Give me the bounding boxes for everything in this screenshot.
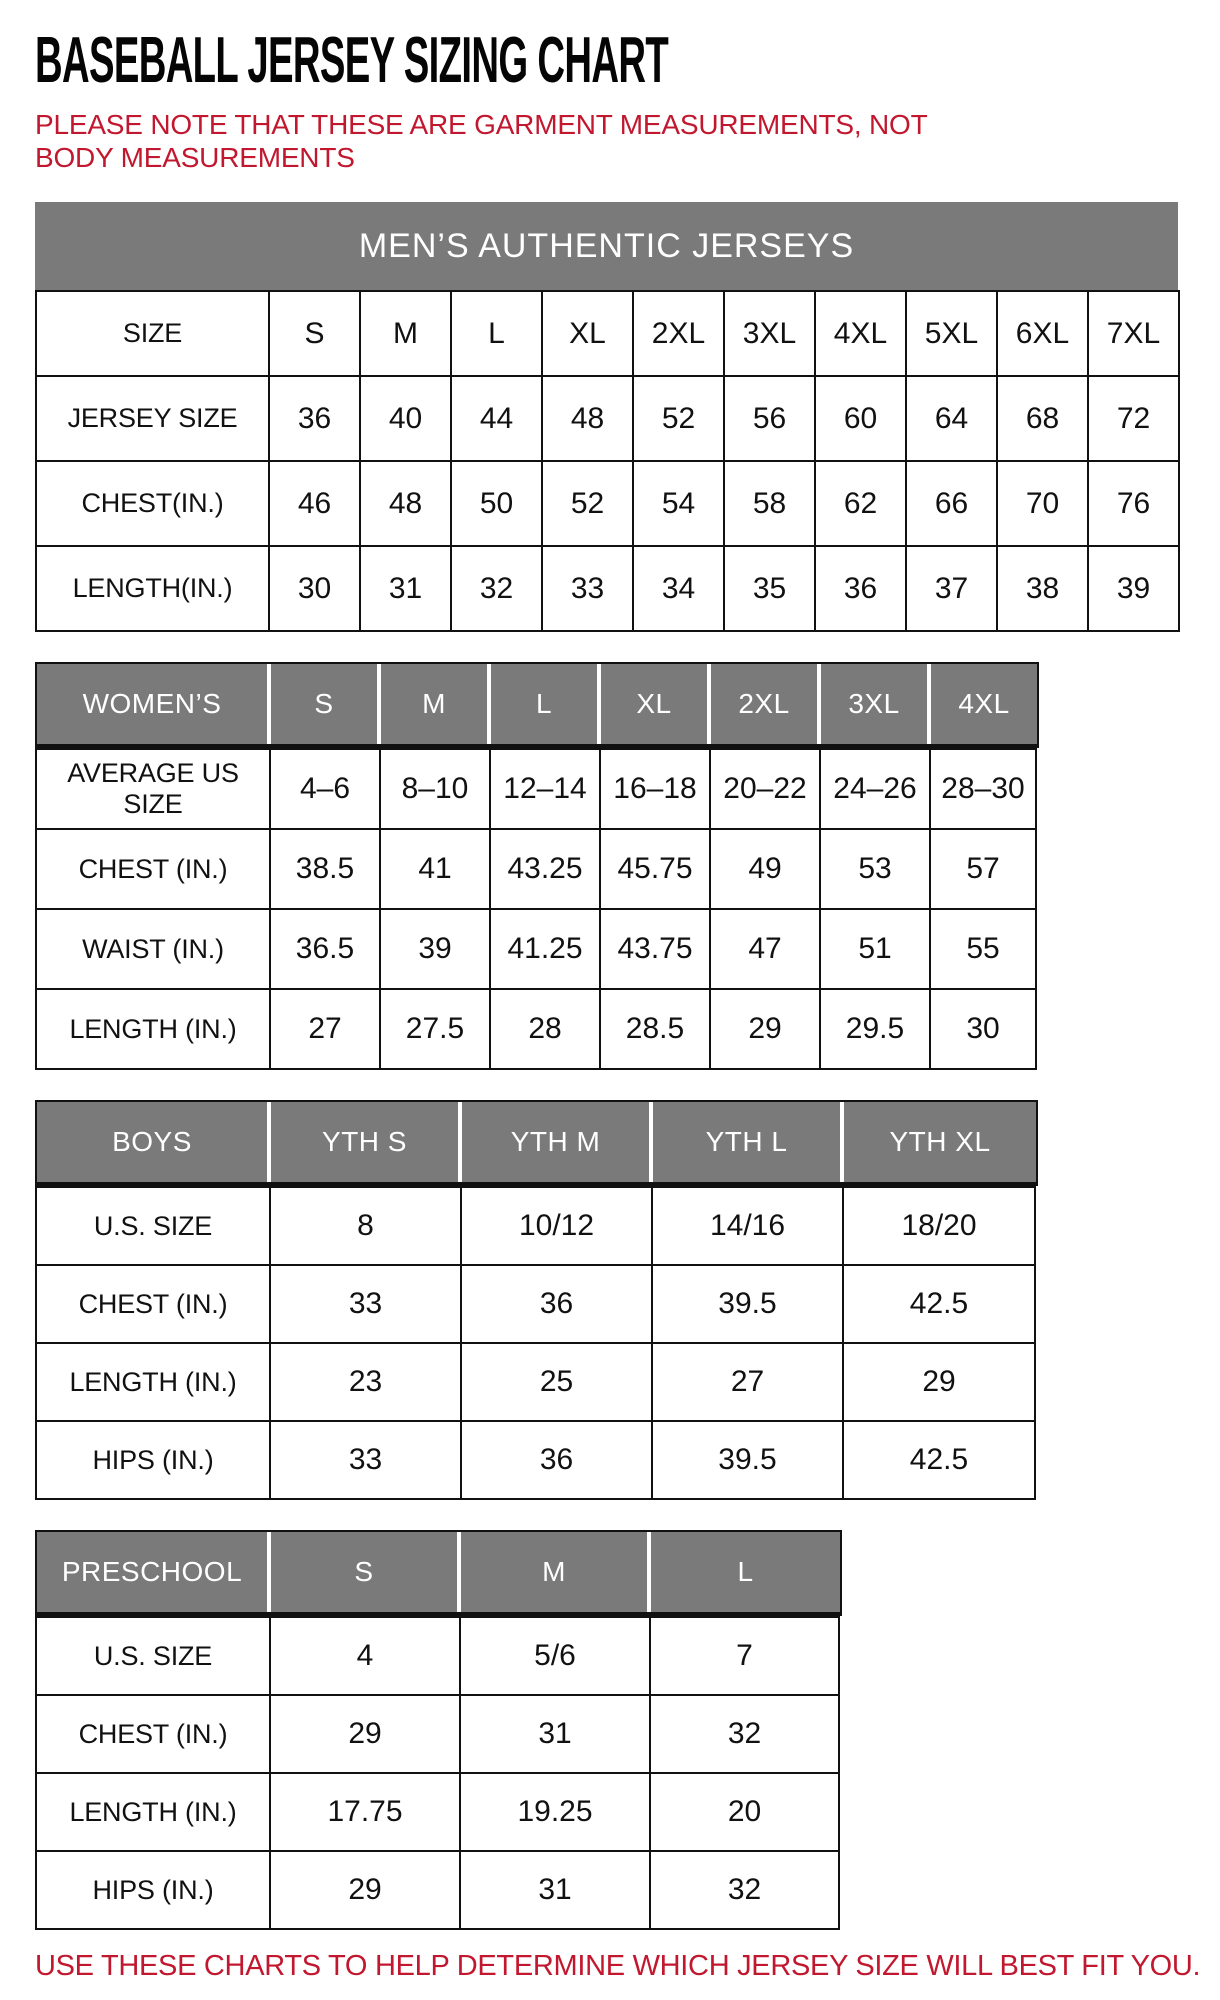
mens-value-cell: S [269, 291, 360, 376]
boys-row-label: LENGTH (IN.) [36, 1343, 270, 1421]
womens-value-cell: 24–26 [820, 749, 930, 829]
mens-value-cell: 4XL [815, 291, 906, 376]
womens-header-size-cell: S [271, 664, 381, 744]
boys-value-cell: 36 [461, 1265, 652, 1343]
womens-value-cell: 12–14 [490, 749, 600, 829]
womens-table-grid [35, 662, 1185, 1070]
boys-value-cell: 33 [270, 1421, 461, 1499]
preschool-row-label: CHEST (IN.) [36, 1695, 270, 1773]
boys-row-label: U.S. SIZE [36, 1187, 270, 1265]
boys-value-cell: 10/12 [461, 1187, 652, 1265]
womens-value-cell: 20–22 [710, 749, 820, 829]
mens-value-cell: 5XL [906, 291, 997, 376]
mens-value-cell: 36 [269, 376, 360, 461]
mens-value-cell: 40 [360, 376, 451, 461]
womens-row [36, 829, 1036, 909]
boys-table-grid [35, 1100, 1185, 1500]
mens-value-cell: 30 [269, 546, 360, 631]
preschool-row [36, 1773, 839, 1851]
preschool-row [36, 1617, 839, 1695]
mens-body-table [35, 290, 1180, 632]
womens-value-cell: 28.5 [600, 989, 710, 1069]
womens-row [36, 909, 1036, 989]
mens-value-cell: 72 [1088, 376, 1179, 461]
mens-row [36, 461, 1179, 546]
preschool-header-label-cell: PRESCHOOL [37, 1532, 271, 1612]
mens-value-cell: 70 [997, 461, 1088, 546]
preschool-row-label: U.S. SIZE [36, 1617, 270, 1695]
mens-value-cell: 52 [542, 461, 633, 546]
preschool-value-cell: 29 [270, 1695, 460, 1773]
preschool-header-size-cell: L [651, 1532, 840, 1612]
boys-row-label: CHEST (IN.) [36, 1265, 270, 1343]
boys-header-size-cell: YTH L [653, 1102, 844, 1182]
boys-value-cell: 36 [461, 1421, 652, 1499]
mens-value-cell: 37 [906, 546, 997, 631]
womens-value-cell: 4–6 [270, 749, 380, 829]
mens-value-cell: 36 [815, 546, 906, 631]
womens-value-cell: 38.5 [270, 829, 380, 909]
mens-value-cell: 52 [633, 376, 724, 461]
mens-value-cell: 33 [542, 546, 633, 631]
boys-value-cell: 14/16 [652, 1187, 843, 1265]
womens-value-cell: 27 [270, 989, 380, 1069]
womens-value-cell: 39 [380, 909, 490, 989]
preschool-value-cell: 5/6 [460, 1617, 650, 1695]
womens-body-table [35, 748, 1037, 1070]
mens-authentic-jerseys-table [35, 202, 1185, 632]
mens-value-cell: 68 [997, 376, 1088, 461]
mens-value-cell: 7XL [1088, 291, 1179, 376]
preschool-row-label: LENGTH (IN.) [36, 1773, 270, 1851]
boys-value-cell: 42.5 [843, 1265, 1035, 1343]
womens-row [36, 749, 1036, 829]
boys-header-size-cell: YTH S [271, 1102, 462, 1182]
womens-value-cell: 53 [820, 829, 930, 909]
womens-header-size-cell: XL [601, 664, 711, 744]
preschool-value-cell: 7 [650, 1617, 839, 1695]
mens-value-cell: 60 [815, 376, 906, 461]
boys-value-cell: 39.5 [652, 1265, 843, 1343]
mens-value-cell: M [360, 291, 451, 376]
womens-value-cell: 29 [710, 989, 820, 1069]
preschool-value-cell: 4 [270, 1617, 460, 1695]
preschool-value-cell: 17.75 [270, 1773, 460, 1851]
preschool-value-cell: 19.25 [460, 1773, 650, 1851]
mens-value-cell: 6XL [997, 291, 1088, 376]
boys-value-cell: 42.5 [843, 1421, 1035, 1499]
womens-value-cell: 28 [490, 989, 600, 1069]
mens-row-label: CHEST(IN.) [36, 461, 269, 546]
womens-value-cell: 41 [380, 829, 490, 909]
womens-header-size-cell: M [381, 664, 491, 744]
preschool-table [35, 1530, 1185, 1930]
boys-value-cell: 8 [270, 1187, 461, 1265]
mens-value-cell: 31 [360, 546, 451, 631]
womens-header-size-cell: 3XL [821, 664, 931, 744]
preschool-value-cell: 20 [650, 1773, 839, 1851]
womens-row [36, 989, 1036, 1069]
womens-value-cell: 43.25 [490, 829, 600, 909]
boys-header-label-cell: BOYS [37, 1102, 271, 1182]
mens-value-cell: 2XL [633, 291, 724, 376]
mens-value-cell: 39 [1088, 546, 1179, 631]
preschool-table-grid [35, 1530, 1185, 1930]
page-title-text: BASEBALL JERSEY SIZING CHART [35, 23, 669, 97]
mens-value-cell: 32 [451, 546, 542, 631]
preschool-value-cell: 32 [650, 1851, 839, 1929]
mens-value-cell: 56 [724, 376, 815, 461]
womens-value-cell: 49 [710, 829, 820, 909]
boys-value-cell: 23 [270, 1343, 461, 1421]
womens-value-cell: 45.75 [600, 829, 710, 909]
boys-value-cell: 25 [461, 1343, 652, 1421]
womens-row-label: AVERAGE US SIZE [36, 749, 270, 829]
mens-row-label: LENGTH(IN.) [36, 546, 269, 631]
mens-row [36, 546, 1179, 631]
boys-row [36, 1421, 1035, 1499]
mens-value-cell: 38 [997, 546, 1088, 631]
womens-value-cell: 41.25 [490, 909, 600, 989]
mens-value-cell: 3XL [724, 291, 815, 376]
preschool-header-row [35, 1530, 842, 1616]
womens-value-cell: 28–30 [930, 749, 1036, 829]
womens-header-label-cell: WOMEN’S [37, 664, 271, 744]
preschool-value-cell: 31 [460, 1851, 650, 1929]
boys-header-size-cell: YTH XL [844, 1102, 1036, 1182]
mens-value-cell: 62 [815, 461, 906, 546]
womens-value-cell: 27.5 [380, 989, 490, 1069]
boys-value-cell: 29 [843, 1343, 1035, 1421]
preschool-row [36, 1695, 839, 1773]
mens-row [36, 376, 1179, 461]
boys-value-cell: 33 [270, 1265, 461, 1343]
mens-value-cell: 48 [360, 461, 451, 546]
garment-measurements-note: PLEASE NOTE THAT THESE ARE GARMENT MEASUREMENTS, NOT BODY MEASUREMENTS [35, 109, 928, 173]
boys-value-cell: 18/20 [843, 1187, 1035, 1265]
mens-row [36, 291, 1179, 376]
mens-value-cell: L [451, 291, 542, 376]
preschool-value-cell: 29 [270, 1851, 460, 1929]
mens-value-cell: 44 [451, 376, 542, 461]
preschool-header-size-cell: S [271, 1532, 461, 1612]
womens-value-cell: 43.75 [600, 909, 710, 989]
page [0, 23, 1220, 1983]
mens-value-cell: 54 [633, 461, 724, 546]
boys-value-cell: 27 [652, 1343, 843, 1421]
mens-value-cell: 58 [724, 461, 815, 546]
mens-value-cell: 35 [724, 546, 815, 631]
mens-value-cell: 76 [1088, 461, 1179, 546]
boys-header-row [35, 1100, 1038, 1186]
womens-value-cell: 30 [930, 989, 1036, 1069]
preschool-row [36, 1851, 839, 1929]
womens-value-cell: 16–18 [600, 749, 710, 829]
boys-value-cell: 39.5 [652, 1421, 843, 1499]
mens-value-cell: 50 [451, 461, 542, 546]
boys-table [35, 1100, 1185, 1500]
womens-value-cell: 51 [820, 909, 930, 989]
mens-table-grid [35, 290, 1185, 632]
mens-value-cell: 66 [906, 461, 997, 546]
womens-value-cell: 55 [930, 909, 1036, 989]
womens-header-row [35, 662, 1039, 748]
preschool-value-cell: 31 [460, 1695, 650, 1773]
footer-note: USE THESE CHARTS TO HELP DETERMINE WHICH JERSEY SIZE WILL BEST FIT YOU. [35, 1950, 1201, 1982]
boys-body-table [35, 1186, 1036, 1500]
womens-value-cell: 8–10 [380, 749, 490, 829]
womens-value-cell: 29.5 [820, 989, 930, 1069]
mens-value-cell: XL [542, 291, 633, 376]
mens-value-cell: 64 [906, 376, 997, 461]
womens-table [35, 662, 1185, 1070]
mens-row-label: JERSEY SIZE [36, 376, 269, 461]
mens-value-cell: 48 [542, 376, 633, 461]
womens-value-cell: 36.5 [270, 909, 380, 989]
womens-row-label: CHEST (IN.) [36, 829, 270, 909]
womens-header-size-cell: 2XL [711, 664, 821, 744]
preschool-body-table [35, 1616, 840, 1930]
womens-header-size-cell: L [491, 664, 601, 744]
womens-value-cell: 47 [710, 909, 820, 989]
womens-header-size-cell: 4XL [931, 664, 1037, 744]
mens-value-cell: 34 [633, 546, 724, 631]
boys-row [36, 1187, 1035, 1265]
boys-row-label: HIPS (IN.) [36, 1421, 270, 1499]
boys-row [36, 1265, 1035, 1343]
page-title [35, 23, 1185, 97]
preschool-value-cell: 32 [650, 1695, 839, 1773]
boys-row [36, 1343, 1035, 1421]
preschool-header-size-cell: M [461, 1532, 651, 1612]
preschool-row-label: HIPS (IN.) [36, 1851, 270, 1929]
womens-value-cell: 57 [930, 829, 1036, 909]
boys-header-size-cell: YTH M [462, 1102, 653, 1182]
sizing-chart-document [0, 23, 1220, 2000]
mens-table-banner: MEN’S AUTHENTIC JERSEYS [35, 202, 1178, 290]
womens-row-label: LENGTH (IN.) [36, 989, 270, 1069]
mens-row-label: SIZE [36, 291, 269, 376]
mens-value-cell: 46 [269, 461, 360, 546]
womens-row-label: WAIST (IN.) [36, 909, 270, 989]
